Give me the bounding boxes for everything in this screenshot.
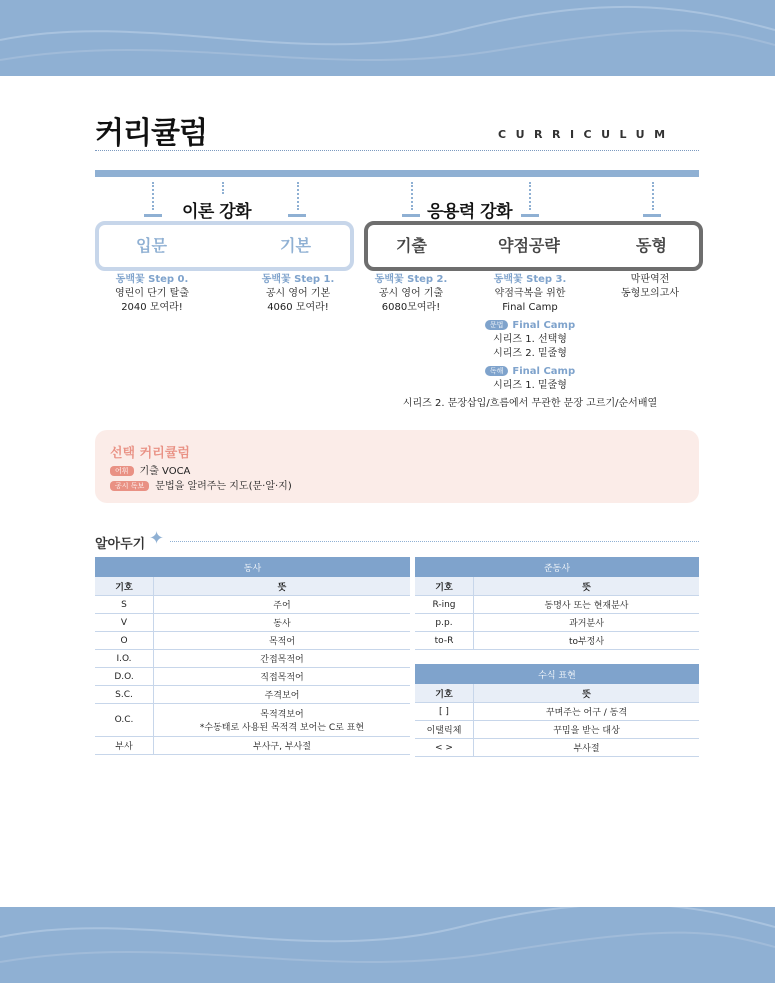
table-row	[95, 668, 410, 686]
series-text: 시리즈 2. 밑줄형	[493, 348, 567, 359]
connector	[152, 182, 154, 210]
stage-basic: 기본	[280, 236, 311, 255]
table-caption: 수식 표현	[415, 664, 699, 684]
top-wave-band	[0, 0, 775, 76]
series-text: 시리즈 1. 선택형	[493, 334, 567, 345]
connector-dash	[402, 214, 420, 217]
connector	[222, 182, 224, 194]
meaning-cell: 동사	[154, 614, 411, 632]
meaning-cell: 주어	[154, 596, 411, 614]
meaning-note: *수동태로 사용된 목적격 보어는 C로 표현	[199, 723, 365, 733]
table-row	[415, 739, 699, 757]
table-caption: 준동사	[415, 557, 699, 577]
page-title: 커리큘럼	[95, 116, 207, 151]
connector	[652, 182, 654, 210]
symbol-cell: I.O.	[95, 650, 154, 668]
bottom-wave-band	[0, 907, 775, 983]
symbol-cell: S	[95, 596, 154, 614]
step-label: 동백꽃 Step 3.	[493, 274, 567, 285]
symbol-cell: V	[95, 614, 154, 632]
column-mock	[600, 273, 700, 301]
symbol-cell: O.C.	[95, 704, 154, 737]
connector-dash	[288, 214, 306, 217]
step-label: 동백꽃 Step 1.	[261, 274, 335, 285]
meaning-cell	[154, 704, 411, 737]
step-label: 동백꽃 Step 2.	[374, 274, 448, 285]
table-caption: 동사	[95, 557, 410, 577]
column-text: 공시 영어 기출	[378, 288, 444, 299]
select-item-tag: 어휘	[110, 466, 134, 476]
meaning-cell: 직접목적어	[154, 668, 411, 686]
table-row	[415, 614, 699, 632]
connector	[529, 182, 531, 210]
symbol-cell: p.p.	[415, 614, 474, 632]
theory-stage-box	[95, 221, 354, 271]
symbol-cell: 이탤릭체	[415, 721, 474, 739]
column-text: Final Camp	[502, 302, 558, 313]
table-header-meaning: 뜻	[154, 577, 411, 596]
table-row	[95, 686, 410, 704]
modifier-table	[415, 664, 699, 757]
select-item-tag: 공시 독보	[110, 481, 149, 491]
connector-dash	[144, 214, 162, 217]
column-basic	[243, 273, 353, 315]
select-item-text: 문법을 알려주는 지도(문·알·지)	[155, 481, 292, 492]
connector-dash	[521, 214, 539, 217]
table-row	[415, 596, 699, 614]
column-text: 6080모여라!	[381, 302, 441, 313]
select-curriculum-title: 선택 커리큘럼	[110, 446, 190, 461]
table-row	[415, 721, 699, 739]
meaning-cell: 꾸밈을 받는 대상	[474, 721, 700, 739]
table-row	[95, 737, 410, 755]
meaning-cell: to부정사	[474, 632, 700, 650]
page-subtitle: CURRICULUM	[498, 128, 675, 141]
column-text: 2040 모여라!	[121, 302, 183, 313]
group-theory-label: 이론 강화	[176, 197, 257, 222]
column-text: 동형모의고사	[621, 288, 679, 299]
reading-series-2: 시리즈 2. 문장삽입/흐름에서 무관한 문장 고르기/순서배열	[402, 398, 658, 409]
symbol-cell: R-ing	[415, 596, 474, 614]
table-row	[95, 704, 410, 737]
symbol-cell: O	[95, 632, 154, 650]
column-text: 약점극복을 위한	[494, 288, 566, 299]
series-text: 시리즈 1. 밑줄형	[493, 380, 567, 391]
table-header-symbol: 기호	[415, 577, 474, 596]
stage-past-exam: 기출	[396, 236, 427, 255]
table-header-meaning: 뜻	[474, 577, 700, 596]
stage-intro: 입문	[136, 236, 167, 255]
symbol-cell: [ ]	[415, 703, 474, 721]
symbol-cell: < >	[415, 739, 474, 757]
reading-camp-label: Final Camp	[512, 366, 576, 377]
symbol-cell: S.C.	[95, 686, 154, 704]
verbal-table	[415, 557, 699, 650]
column-text: 영린이 단기 탈출	[115, 288, 189, 299]
table-header-symbol: 기호	[415, 684, 474, 703]
stage-weakness: 약점공략	[498, 236, 560, 255]
stage-mock: 동형	[636, 236, 667, 255]
meaning-cell: 주격보어	[154, 686, 411, 704]
column-weakness	[460, 273, 600, 393]
verb-table	[95, 557, 410, 755]
table-row	[95, 614, 410, 632]
meaning-cell: 과거분사	[474, 614, 700, 632]
select-item	[110, 462, 190, 477]
group-application-label: 응용력 강화	[421, 197, 518, 222]
notes-divider	[170, 541, 699, 542]
reading-tag: 독해	[485, 366, 509, 376]
connector-dash	[643, 214, 661, 217]
symbol-cell: to-R	[415, 632, 474, 650]
connector	[411, 182, 413, 210]
meaning-cell: 목적어	[154, 632, 411, 650]
grammar-camp-label: Final Camp	[512, 320, 576, 331]
meaning-cell: 부사절	[474, 739, 700, 757]
column-past	[356, 273, 466, 315]
column-text: 막판역전	[630, 274, 670, 285]
table-row	[95, 632, 410, 650]
notes-title: 알아두기	[95, 537, 146, 552]
table-header-meaning: 뜻	[474, 684, 700, 703]
column-intro	[97, 273, 207, 315]
meaning-cell: 간접목적어	[154, 650, 411, 668]
meaning-line: 목적격보어	[260, 710, 304, 720]
timeline-bar	[95, 170, 699, 177]
select-item	[110, 477, 292, 492]
symbol-cell: D.O.	[95, 668, 154, 686]
table-row	[415, 632, 699, 650]
meaning-cell: 동명사 또는 현재분사	[474, 596, 700, 614]
title-divider	[95, 150, 699, 151]
table-row	[95, 596, 410, 614]
grammar-tag: 문법	[485, 320, 509, 330]
table-row	[95, 650, 410, 668]
meaning-cell: 부사구, 부사절	[154, 737, 411, 755]
column-text: 공시 영어 기본	[265, 288, 331, 299]
table-row	[415, 703, 699, 721]
sparkle-icon: ✦	[149, 528, 165, 549]
column-text: 4060 모여라!	[267, 302, 329, 313]
select-item-text: 기출 VOCA	[139, 466, 191, 477]
symbol-cell: 부사	[95, 737, 154, 755]
step-label: 동백꽃 Step 0.	[115, 274, 189, 285]
table-header-symbol: 기호	[95, 577, 154, 596]
connector	[297, 182, 299, 210]
meaning-cell: 꾸며주는 어구 / 동격	[474, 703, 700, 721]
